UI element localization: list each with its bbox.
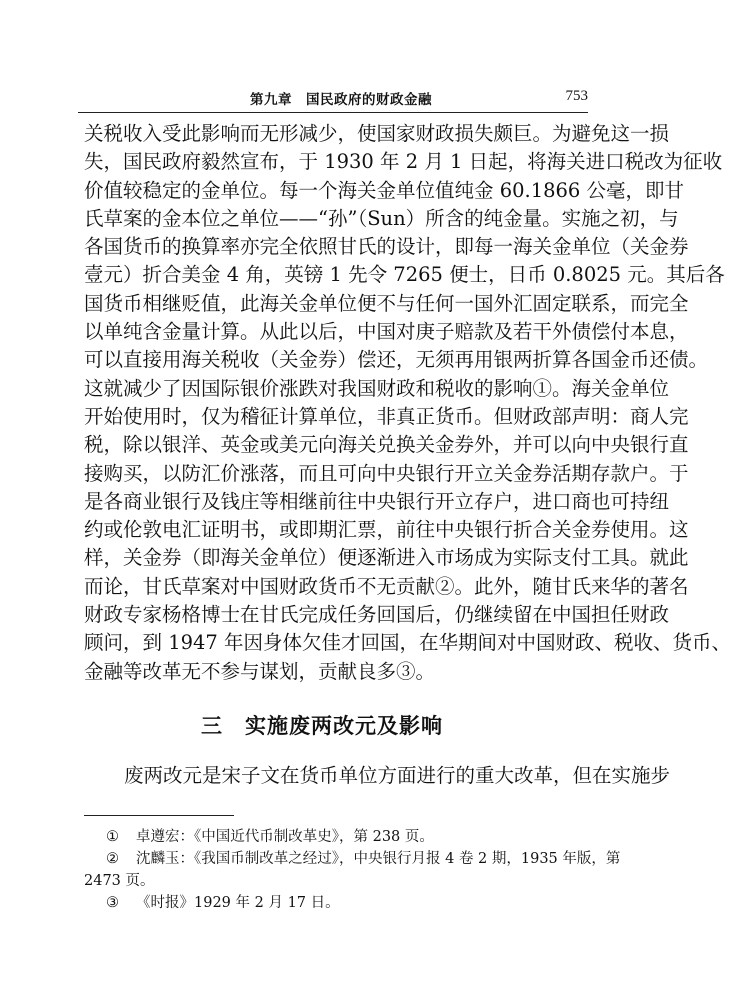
text-line: 财政专家杨格博士在甘氏完成任务回国后，仍继续留在中国担任财政 [84,603,670,627]
text-line: 税，除以银洋、英金或美元向海关兑换关金券外，并可以向中央银行直 [84,433,689,457]
footnote-text: 《时报》1929 年 2 月 17 日。 [136,895,340,911]
section-number: 三 [201,714,223,738]
text-line: 以单纯含金量计算。从此以后，中国对庚子赔款及若干外债偿付本息， [84,320,689,344]
footnotes [84,826,621,914]
text-line: 各国货币的换算率亦完全依照甘氏的设计，即每一海关金单位（关金券 [84,235,689,259]
text-line: 这就减少了因国际银价涨跌对我国财政和税收的影响①。海关金单位 [84,376,670,400]
page-number: 753 [565,88,588,104]
footnote [84,848,621,870]
footnote-continuation [84,870,590,892]
footnote-text: 2473 页。 [84,873,155,889]
text-line: 氏草案的金本位之单位——“孙”（Sun）所含的纯金量。实施之初，与 [84,206,679,230]
text-line: 而论，甘氏草案对中国财政货币不无贡献②。此外，随甘氏来华的著名 [84,574,689,598]
footnote [84,826,590,848]
body-paragraph [84,120,731,686]
footnote-text: 沈麟玉：《我国币制改革之经过》，中央银行月报 4 卷 2 期，1935 年版，第 [136,851,621,867]
footnote-mark: ① [106,829,119,845]
text-line: 接购买，以防汇价涨落，而且可向中央银行开立关金券活期存款户。于 [84,461,689,485]
section-heading [0,710,644,740]
text-line: 约或伦敦电汇证明书，或即期汇票，前往中央银行折合关金券使用。这 [84,518,689,542]
text-line: 废两改元是宋子文在货币单位方面进行的重大改革，但在实施步 [124,764,671,787]
text-line: 可以直接用海关税收（关金券）偿还，无须再用银两折算各国金币还债。 [84,348,709,372]
text-line: 开始使用时，仅为稽征计算单位，非真正货币。但财政部声明：商人完 [84,404,689,428]
footnote-mark: ② [106,851,119,867]
section-title: 实施废两改元及影响 [245,714,443,738]
text-line: 样，关金券（即海关金单位）便逐渐进入市场成为实际支付工具。就此 [84,546,689,570]
text-line: 壹元）折合美金 4 角，英镑 1 先令 7265 便士，日币 0.8025 元。其后各 [84,263,725,287]
footnote-divider [84,815,234,816]
chapter-title: 第九章 国民政府的财政金融 [250,92,432,108]
text-line: 顾问，到 1947 年因身体欠佳才回国，在华期间对中国财政、税收、货币、 [84,631,731,655]
footnote-mark: ③ [106,895,119,911]
running-header [78,86,588,113]
text-line: 国货币相继贬值，此海关金单位便不与任何一国外汇固定联系，而完全 [84,291,689,315]
footnote [84,892,590,914]
footnote-text: 卓遵宏：《中国近代币制改革史》，第 238 页。 [136,829,434,845]
text-line: 失，国民政府毅然宣布，于 1930 年 2 月 1 日起，将海关进口税改为征收 [84,150,723,174]
text-line: 金融等改革无不参与谋划，贡献良多③。 [84,659,436,683]
text-line: 价值较稳定的金单位。每一个海关金单位值纯金 60.1866 公毫，即甘 [84,178,685,202]
body-paragraph [84,762,671,790]
text-line: 是各商业银行及钱庄等相继前往中央银行开立存户，进口商也可持纽 [84,489,670,513]
text-line: 关税收入受此影响而无形减少，使国家财政损失颇巨。为避免这一损 [84,122,670,145]
